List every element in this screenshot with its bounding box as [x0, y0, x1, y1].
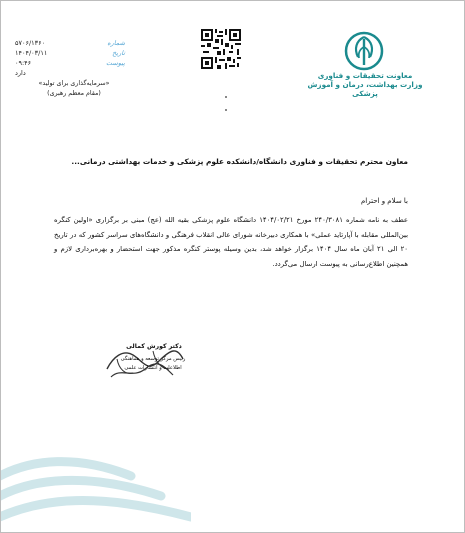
meta-label: پیوست: [106, 59, 125, 67]
ministry-logo-icon: [344, 31, 384, 71]
slogan-line-1: «سرمایه‌گذاری برای تولید»: [38, 80, 110, 87]
signatory-title-line-1: رئیس مرکز توسعه و هماهنگی: [120, 356, 186, 362]
attachment-value-row: [15, 68, 125, 78]
ministry-line-1: معاونت تحقیقات و فناوری: [317, 71, 413, 80]
speck: [225, 109, 227, 111]
signatory-title-line-2: اطلاعات و انتشارات علمی: [124, 364, 182, 371]
reference-number-row: [15, 38, 125, 48]
greeting: با سلام و احترام: [360, 197, 408, 205]
meta-label: تاریخ: [112, 49, 125, 57]
reference-info: [15, 38, 125, 78]
signatory-title: [115, 355, 191, 372]
year-slogan: [19, 79, 129, 99]
letter-time: ۰۹:۴۶: [15, 59, 32, 67]
ministry-name: [300, 71, 430, 98]
recipient-line: معاون محترم تحقیقات و فناوری دانشگاه/دانشکده علوم پزشکی و خدمات بهداشتی درمانی...: [71, 157, 408, 166]
slogan-line-2: (مقام معظم رهبری): [47, 90, 101, 97]
speck: [225, 96, 227, 98]
signatory-name: دکتر کورش کمالی: [126, 343, 182, 350]
wave-watermark-icon: [1, 451, 191, 533]
attachment-row: [15, 58, 125, 68]
meta-label: شماره: [107, 39, 125, 47]
letter-body: عطف به نامه شماره ۲۴۰/۳۰۸۱ مورخ ۱۴۰۴/۰۲/۲۱ دانشگاه علوم پزشکی بقیه الله (عج) مبنی بر برگزاری «اولین کنگره بین‌المللی مقابله با آپارتاید عملی» با همکاری دبیرخانه شورای عالی انقلاب فرهنگی و دانشگاه‌های سراسر کشور که در تاریخ ۲۰ الی ۲۱ آبان ماه سال ۱۴۰۴ برگزار خواهد شد، بدین وسیله پوستر کنگره مذکور جهت استحضار و بهره‌برداری لازم و همچنین اطلاع‌رسانی به پیوست ارسال می‌گردد.: [54, 216, 408, 268]
reference-number: ۵۷۰۶/۱۳۶۰: [15, 39, 46, 47]
ministry-line-2: وزارت بهداشت، درمان و آموزش پزشکی: [307, 80, 423, 98]
qr-code: [201, 29, 241, 69]
date-row: [15, 48, 125, 58]
attachment-status: دارد: [15, 69, 26, 77]
letter-date: ۱۴۰۴/۰۳/۱۱: [15, 49, 48, 57]
